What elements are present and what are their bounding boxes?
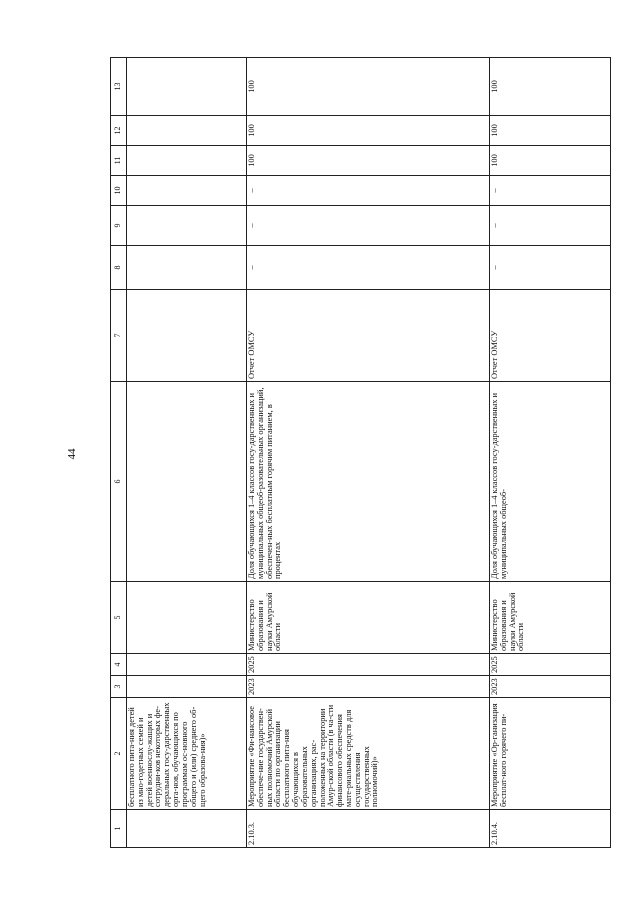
row-number-cell: 2.10.3. xyxy=(247,810,490,848)
value-cell xyxy=(127,206,247,246)
rotated-table-container xyxy=(110,58,600,848)
value-cell: 100 xyxy=(490,116,611,146)
table-row xyxy=(490,58,611,848)
start-year-cell: 2023 xyxy=(247,676,490,698)
value-cell: – xyxy=(247,246,490,290)
source-cell xyxy=(127,290,247,382)
activities-table xyxy=(110,57,611,848)
activity-name-cell: Мероприятие «Ор-ганизация бесплат-ного горячего пи- xyxy=(490,698,611,810)
col-header-6: 6 xyxy=(111,382,127,582)
value-cell: 100 xyxy=(247,116,490,146)
col-header-10: 10 xyxy=(111,176,127,206)
value-cell xyxy=(127,176,247,206)
activity-name-cell: Мероприятие «Фи-нансовое обеспече-ние государствен-ных полномочий Амурской области по организации бесплатного пита-ния обучающихся в образовательных организациях, рас-положенных на территории Амур-ской области (в ча-сти финансового обеспечения мате-риальных средств для осуществления государственных полномочий)» xyxy=(247,698,490,810)
col-header-11: 11 xyxy=(111,146,127,176)
source-cell: Отчет ОМСУ xyxy=(247,290,490,382)
col-header-13: 13 xyxy=(111,58,127,116)
row-number-cell: 2.10.4. xyxy=(490,810,611,848)
value-cell xyxy=(127,146,247,176)
start-year-cell: 2023 xyxy=(490,676,611,698)
executor-cell: Министерство образования и науки Амурской области xyxy=(247,582,490,654)
value-cell xyxy=(127,116,247,146)
value-cell: – xyxy=(247,206,490,246)
executor-cell xyxy=(127,582,247,654)
col-header-5: 5 xyxy=(111,582,127,654)
col-header-4: 4 xyxy=(111,654,127,676)
value-cell: – xyxy=(247,176,490,206)
value-cell: 100 xyxy=(247,58,490,116)
end-year-cell: 2025 xyxy=(247,654,490,676)
start-year-cell xyxy=(127,676,247,698)
col-header-2: 2 xyxy=(111,698,127,810)
table-row xyxy=(127,58,247,848)
indicator-cell: Доля обучающихся 1–4 классов госу-дарственных и муниципальных общеоб- xyxy=(490,382,611,582)
value-cell: – xyxy=(490,176,611,206)
value-cell: 100 xyxy=(247,146,490,176)
col-header-7: 7 xyxy=(111,290,127,382)
value-cell: 100 xyxy=(490,58,611,116)
value-cell xyxy=(127,58,247,116)
indicator-cell: Доля обучающихся 1–4 классов госу-дарственных и муниципальных общеоб-разовательных организаций, обеспечен-ных бесплатным горячим питанием, в процентах xyxy=(247,382,490,582)
col-header-9: 9 xyxy=(111,206,127,246)
value-cell: – xyxy=(490,206,611,246)
col-header-12: 12 xyxy=(111,116,127,146)
executor-cell: Министерство образования и науки Амурской области xyxy=(490,582,611,654)
row-number-cell xyxy=(127,810,247,848)
value-cell: – xyxy=(490,246,611,290)
col-header-3: 3 xyxy=(111,676,127,698)
end-year-cell xyxy=(127,654,247,676)
page-number: 44 xyxy=(66,448,78,460)
end-year-cell: 2025 xyxy=(490,654,611,676)
activity-name-cell: бесплатного пита-ния детей из мно-годетных семей и детей военнослу-жащих и сотрудни-ков некоторых фе-деральных госу-дарственных орга-нов, обучающихся по программам ос-новного общего и (или) среднего об-щего образова-ния)» xyxy=(127,698,247,810)
table-row xyxy=(247,58,490,848)
source-cell: Отчет ОМСУ xyxy=(490,290,611,382)
col-header-1: 1 xyxy=(111,810,127,848)
col-header-8: 8 xyxy=(111,246,127,290)
value-cell: 100 xyxy=(490,146,611,176)
indicator-cell xyxy=(127,382,247,582)
value-cell xyxy=(127,246,247,290)
column-number-row xyxy=(111,58,127,848)
